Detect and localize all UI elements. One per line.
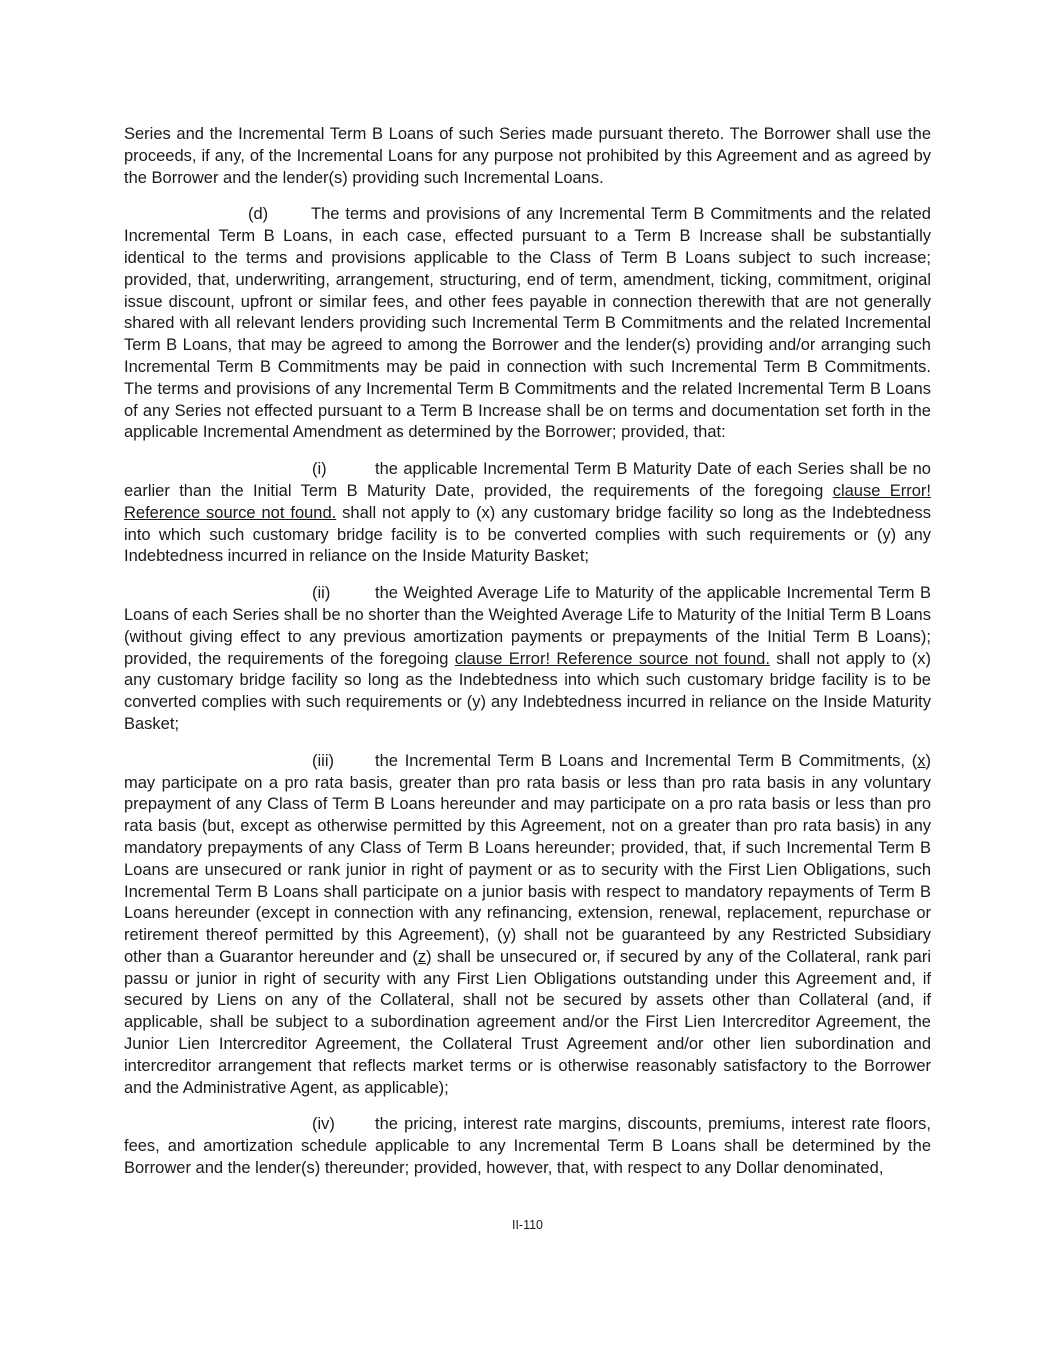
clause-marker-d: (d) xyxy=(248,205,269,224)
clause-marker-i: (i) xyxy=(312,460,327,479)
clause-marker-iii: (iii) xyxy=(312,751,334,770)
paragraph-i-text-a: the applicable Incremental Term B Maturity Date of each Series shall be no earlier than the Initial Term B Maturity Date, provided, the requirements of the foregoing xyxy=(124,460,931,500)
paragraph-iii xyxy=(124,751,931,1100)
paragraph-iii-text-c: ) shall be unsecured or, if secured by any of the Collateral, rank pari passu or junior in right of security with any First Lien Obligations outstanding under this Agreement and, if secured by Liens on any of the Collateral, shall not be secured by assets other than Collateral (and, if applicable, shall be subject to a subordination agreement and/or the First Lien Intercreditor Agreement, the Junior Lien Intercreditor Agreement, the Collateral Trust Agreement and/or other lien subordination and intercreditor arrangement that reflects market terms or is otherwise reasonably satisfactory to the Borrower and the Administrative Agent, as applicable); xyxy=(124,947,931,1097)
paragraph-iii-text-b: ) may participate on a pro rata basis, greater than pro rata basis or less than pro rata basis in any voluntary prepayment of any Class of Term B Loans hereunder and may participate on a pro rata basis or less than pro rata basis (but, except as otherwise permitted by this Agreement, not on a greater than pro rata basis) in any mandatory prepayments of any Class of Term B Loans hereunder; provided, that, if such Incremental Term B Loans are unsecured or rank junior in right of payment or as to security with the First Lien Obligations, such Incremental Term B Loans shall participate on a junior basis with respect to mandatory repayments of Term B Loans hereunder (except in connection with any refinancing, extension, renewal, replacement, repurchase or retirement thereof permitted by this Agreement), (y) shall not be guaranteed by any Restricted Subsidiary other than a Guarantor hereunder and ( xyxy=(124,751,931,966)
paragraph-i xyxy=(124,459,931,568)
page-number: II-110 xyxy=(511,1218,544,1232)
clause-marker-iv: (iv) xyxy=(312,1115,335,1134)
paragraph-ii xyxy=(124,583,931,736)
paragraph-ii-text-b: shall not apply to (x) any customary bridge facility so long as the Indebtedness into which such customary bridge facility is to be converted complies with such requirements or (y) any Indebtedness incurred in reliance on the Inside Maturity Basket; xyxy=(124,649,931,733)
subclause-z-marker: z xyxy=(417,947,427,966)
paragraph-d xyxy=(124,204,931,444)
paragraph-iv-text: the pricing, interest rate margins, discounts, premiums, interest rate floors, fees, and amortization schedule applicable to any Incremental Term B Loans shall be determined by the Borrower and the lender(s) thereunder; provided, however, that, with respect to any Dollar denominated, xyxy=(124,1115,931,1178)
paragraph-ii-text-a: the Weighted Average Life to Maturity of the applicable Incremental Term B Loans of each Series shall be no shorter than the Weighted Average Life to Maturity of the Initial Term B Loans (without giving effect to any previous amortization payments or prepayments of the Initial Term B Loans); provided, the requirements of the foregoing xyxy=(124,584,931,668)
paragraph-iv xyxy=(124,1114,931,1179)
paragraph-d-text: The terms and provisions of any Incremental Term B Commitments and the related Incremental Term B Loans, in each case, effected pursuant to a Term B Increase shall be substantially identical to the terms and provisions applicable to the Class of Term B Loans subject to such increase; provided, that, underwriting, arrangement, structuring, end of term, amendment, ticking, commitment, original issue discount, upfront or similar fees, and other fees payable in connection therewith that are not generally shared with all relevant lenders providing such Incremental Term B Commitments and the related Incremental Term B Loans, that may be agreed to among the Borrower and the lender(s) providing and/or arranging such Incremental Term B Commitments may be paid in connection with such Incremental Term B Commitments. The terms and provisions of any Incremental Term B Commitments and the related Incremental Term B Loans of any Series not effected pursuant to a Term B Increase shall be on terms and documentation set forth in the applicable Incremental Amendment as determined by the Borrower; provided, that: xyxy=(124,205,931,442)
paragraph-iii-text-a: the Incremental Term B Loans and Incremental Term B Commitments, ( xyxy=(375,751,918,770)
cross-reference-link[interactable]: clause Error! Reference source not found. xyxy=(124,481,932,522)
paragraph-i-text-b: shall not apply to (x) any customary bridge facility so long as the Indebtedness into which such customary bridge facility is to be converted complies with such requirements or (y) any Indebtedness incurred in reliance on the Inside Maturity Basket; xyxy=(124,503,932,566)
cross-reference-link[interactable]: clause Error! Reference source not found. xyxy=(454,649,770,668)
document-body xyxy=(124,124,931,1195)
paragraph-text: Series and the Incremental Term B Loans of such Series made pursuant thereto. The Borrower shall use the proceeds, if any, of the Incremental Loans for any purpose not prohibited by this Agreement and as agreed by the Borrower and the lender(s) providing such Incremental Loans. xyxy=(124,125,931,187)
subclause-x-marker: x xyxy=(917,751,926,770)
paragraph-continuation xyxy=(124,124,931,189)
clause-marker-ii: (ii) xyxy=(312,584,331,603)
